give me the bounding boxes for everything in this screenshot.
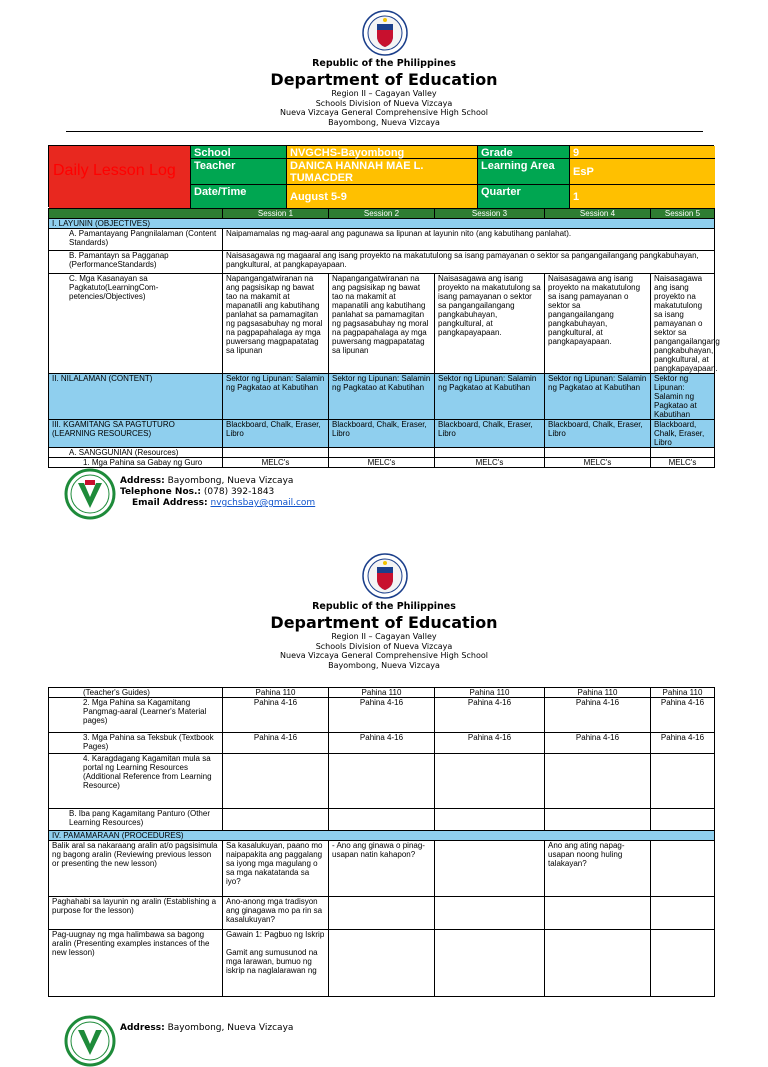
- procedures-heading: IV. PAMAMARAAN (PROCEDURES): [49, 831, 715, 841]
- footer-contact: [120, 476, 315, 509]
- school-logo-icon: [64, 468, 116, 520]
- lm-session-3: Pahina 4-16: [435, 698, 545, 733]
- teacher-guide-session-1: MELC's: [223, 458, 329, 468]
- textbook-row: [49, 733, 715, 754]
- tb-session-1: Pahina 4-16: [223, 733, 329, 754]
- competency-session-1: Napangangatwiranan na ang pagsisikap ng bawat tao na makamit at mapanatili ang kabutihang panlahat sa pamamagitan ng pagsasabuhay ng moral na pagpapahalaga ay mga puwersang magpapatatag sa lipunan: [223, 274, 329, 374]
- learner-material-row: [49, 698, 715, 733]
- teacher-guide-session-4: MELC's: [545, 458, 651, 468]
- session-3-header: Session 3: [435, 209, 545, 219]
- tb-session-3: Pahina 4-16: [435, 733, 545, 754]
- telephone-value: (078) 392-1843: [203, 487, 275, 497]
- lesson-table-page-2: [48, 687, 715, 997]
- competencies-row: [49, 274, 715, 374]
- republic-text: Republic of the Philippines: [312, 601, 456, 612]
- header-divider: [66, 131, 703, 132]
- location-text: Bayombong, Nueva Vizcaya: [328, 117, 440, 127]
- page-2: [0, 545, 768, 1033]
- teacher-guide-session-5: MELC's: [651, 458, 715, 468]
- school-label: School: [191, 146, 287, 159]
- grade-label: Grade: [478, 146, 570, 159]
- competency-session-3: Naisasagawa ang isang proyekto na makatutulong sa isang pamayanan o sektor sa pangangailangang pangkabuhayan, pangkultural, at pangkapayapaan.: [435, 274, 545, 374]
- address-label: Address:: [120, 1023, 165, 1033]
- objectives-heading: I. LAYUNIN (OBJECTIVES): [49, 219, 715, 229]
- lm-session-2: Pahina 4-16: [329, 698, 435, 733]
- teacher-guide-session-3: MELC's: [435, 458, 545, 468]
- session-2-header: Session 2: [329, 209, 435, 219]
- department-title: Department of Education: [270, 613, 498, 632]
- tg-session-3: Pahina 110: [435, 688, 545, 698]
- learning-resources-row: [49, 420, 715, 448]
- letterhead: [0, 601, 768, 670]
- quarter-label: Quarter: [478, 185, 570, 208]
- division-text: Schools Division of Nueva Vizcaya: [315, 641, 453, 651]
- procedures-row: [49, 831, 715, 841]
- examples-activity-text: Gamit ang sumusunod na mga larawan, bumuo ng iskrip na naglalarawan ng: [226, 948, 318, 975]
- grade-value: 9: [570, 146, 715, 159]
- region-text: Region II – Cagayan Valley: [331, 632, 437, 641]
- additional-resources-row: [49, 754, 715, 809]
- date-value: August 5-9: [287, 185, 478, 208]
- tg-session-1: Pahina 110: [223, 688, 329, 698]
- resources-session-3: Blackboard, Chalk, Eraser, Libro: [435, 420, 545, 448]
- address-value: Bayombong, Nueva Vizcaya: [167, 1023, 294, 1033]
- location-text: Bayombong, Nueva Vizcaya: [328, 660, 440, 670]
- lesson-info-block: [48, 145, 714, 207]
- session-5-header: Session 5: [651, 209, 715, 219]
- address-value: Bayombong, Nueva Vizcaya: [167, 476, 294, 486]
- republic-text: Republic of the Philippines: [312, 58, 456, 69]
- learning-area-value: EsP: [570, 159, 715, 185]
- teacher-guide-row: [49, 458, 715, 468]
- tg-session-2: Pahina 110: [329, 688, 435, 698]
- competency-session-4: Naisasagawa ang isang proyekto na makatutulong sa isang pamayanan o sektor sa pangangailangang pangkabuhayan, pangkultural, at pangkapayapaan.: [545, 274, 651, 374]
- tb-session-5: Pahina 4-16: [651, 733, 715, 754]
- sanggunian-row: [49, 448, 715, 458]
- deped-seal-icon: [362, 10, 408, 56]
- learning-resources-label: III. KGAMITANG SA PAGTUTURO (LEARNING RESOURCES): [49, 420, 223, 448]
- teacher-guide-label: 1. Mga Pahina sa Gabay ng Guro: [49, 458, 223, 468]
- competencies-label: C. Mga Kasanayan sa Pagkatuto(LearningCom-petencies/Objectives): [49, 274, 223, 374]
- resources-session-4: Blackboard, Chalk, Eraser, Libro: [545, 420, 651, 448]
- examples-row: [49, 930, 715, 997]
- session-1-header: Session 1: [223, 209, 329, 219]
- teacher-guides-label: (Teacher's Guides): [49, 688, 223, 698]
- letterhead: [0, 58, 768, 127]
- resources-session-5: Blackboard, Chalk, Eraser, Libro: [651, 420, 715, 448]
- date-label: Date/Time: [191, 185, 287, 208]
- examples-activity-title: Gawain 1: Pagbuo ng Iskrip: [226, 930, 325, 939]
- content-label: II. NILALAMAN (CONTENT): [49, 374, 223, 420]
- division-text: Schools Division of Nueva Vizcaya: [315, 98, 453, 108]
- review-session-4: Ano ang ating napag-usapan noong huling talakayan?: [545, 841, 651, 897]
- purpose-session-1: Ano-anong mga tradisyon ang ginagawa mo pa rin sa kasalukuyan?: [223, 897, 329, 930]
- content-standards-label: A. Pamantayang Pangnilalaman (Content Standards): [49, 229, 223, 251]
- teacher-label: Teacher: [191, 159, 287, 185]
- teacher-guides-row: [49, 688, 715, 698]
- other-resources-row: [49, 809, 715, 831]
- purpose-row: [49, 897, 715, 930]
- teacher-value: DANICA HANNAH MAE L. TUMACDER: [287, 159, 478, 185]
- department-title: Department of Education: [270, 70, 498, 89]
- daily-lesson-log-title: Daily Lesson Log: [49, 146, 191, 208]
- content-session-2: Sektor ng Lipunan: Salamin ng Pagkatao at Kabutihan: [329, 374, 435, 420]
- lm-session-1: Pahina 4-16: [223, 698, 329, 733]
- tg-session-4: Pahina 110: [545, 688, 651, 698]
- region-text: Region II – Cagayan Valley: [331, 89, 437, 98]
- tg-session-5: Pahina 110: [651, 688, 715, 698]
- content-session-5: Sektor ng Lipunan: Salamin ng Pagkatao at Kabutihan: [651, 374, 715, 420]
- competency-session-5: Naisasagawa ang isang proyekto na makatutulong sa isang pamayanan o sektor sa pangangailangang pangkabuhayan, pangkultural, at pangkapayapaan.: [651, 274, 715, 374]
- learner-material-label: 2. Mga Pahina sa Kagamitang Pangmag-aaral (Learner's Material pages): [49, 698, 223, 733]
- performance-standards-label: B. Pamantayn sa Pagganap (PerformanceStandards): [49, 251, 223, 274]
- examples-label: Pag-uugnay ng mga halimbawa sa bagong aralin (Presenting examples instances of the new lesson): [49, 930, 223, 997]
- review-session-2: - Ano ang ginawa o pinag-usapan natin kahapon?: [329, 841, 435, 897]
- content-session-4: Sektor ng Lipunan: Salamin ng Pagkatao at Kabutihan: [545, 374, 651, 420]
- performance-standards-value: Naisasagawa ng magaaral ang isang proyekto na makatutulong sa isang pamayanan o sektor sa pangangailangang pangkabuhayan, pangkultural, at pangkapayapaan.: [223, 251, 715, 274]
- telephone-label: Telephone Nos.:: [120, 487, 202, 497]
- school-logo-icon: [64, 1015, 116, 1067]
- content-session-1: Sektor ng Lipunan: Salamin ng Pagkatao at Kabutihan: [223, 374, 329, 420]
- school-name-text: Nueva Vizcaya General Comprehensive High School: [280, 651, 488, 660]
- teacher-guide-session-2: MELC's: [329, 458, 435, 468]
- performance-standards-row: [49, 251, 715, 274]
- review-session-3: [435, 841, 545, 897]
- review-session-5: [651, 841, 715, 897]
- email-label: Email Address:: [132, 498, 208, 508]
- competency-session-2: Napangangatwiranan na ang pagsisikap ng bawat tao na makamit at mapanatili ang kabutihang panlahat sa pamamagitan ng pagsasabuhay ng moral na pagpapahalaga ay mga puwersang magpapatatag sa lipunan: [329, 274, 435, 374]
- examples-session-1: [223, 930, 329, 997]
- review-row: [49, 841, 715, 897]
- school-value: NVGCHS-Bayombong: [287, 146, 478, 159]
- additional-resources-label: 4. Karagdagang Kagamitan mula sa portal ng Learning Resources (Additional Reference from Learning Resource): [49, 754, 223, 809]
- session-header-row: [49, 209, 715, 219]
- tb-session-2: Pahina 4-16: [329, 733, 435, 754]
- tb-session-4: Pahina 4-16: [545, 733, 651, 754]
- resources-session-2: Blackboard, Chalk, Eraser, Libro: [329, 420, 435, 448]
- content-standards-value: Naipamamalas ng mag-aaral ang pagunawa sa lipunan at layunin nito (ang kabutihang panlahat).: [223, 229, 715, 251]
- lesson-table-page-1: [48, 208, 720, 468]
- purpose-label: Paghahabi sa layunin ng aralin (Establishing a purpose for the lesson): [49, 897, 223, 930]
- review-label: Balik aral sa nakaraang aralin at/o pagsisimula ng bagong aralin (Reviewing previous lesson or presenting the new lesson): [49, 841, 223, 897]
- objectives-row: [49, 219, 715, 229]
- deped-seal-icon: [362, 553, 408, 599]
- learning-area-label: Learning Area: [478, 159, 570, 185]
- email-link[interactable]: nvgchsbay@gmail.com: [210, 498, 316, 508]
- address-label: Address:: [120, 476, 165, 486]
- review-session-1: Sa kasalukuyan, paano mo naipapakita ang paggalang sa iyong mga magulang o sa mga nakatatanda sa iyo?: [223, 841, 329, 897]
- lm-session-4: Pahina 4-16: [545, 698, 651, 733]
- quarter-value: 1: [570, 185, 715, 208]
- content-standards-row: [49, 229, 715, 251]
- textbook-label: 3. Mga Pahina sa Teksbuk (Textbook Pages): [49, 733, 223, 754]
- content-row: [49, 374, 715, 420]
- school-name-text: Nueva Vizcaya General Comprehensive High School: [280, 108, 488, 117]
- lm-session-5: Pahina 4-16: [651, 698, 715, 733]
- footer-contact: [120, 1023, 293, 1034]
- content-session-3: Sektor ng Lipunan: Salamin ng Pagkatao at Kabutihan: [435, 374, 545, 420]
- session-4-header: Session 4: [545, 209, 651, 219]
- sanggunian-label: A. SANGGUNIAN (Resources): [49, 448, 223, 458]
- other-resources-label: B. Iba pang Kagamitang Panturo (Other Learning Resources): [49, 809, 223, 831]
- resources-session-1: Blackboard, Chalk, Eraser, Libro: [223, 420, 329, 448]
